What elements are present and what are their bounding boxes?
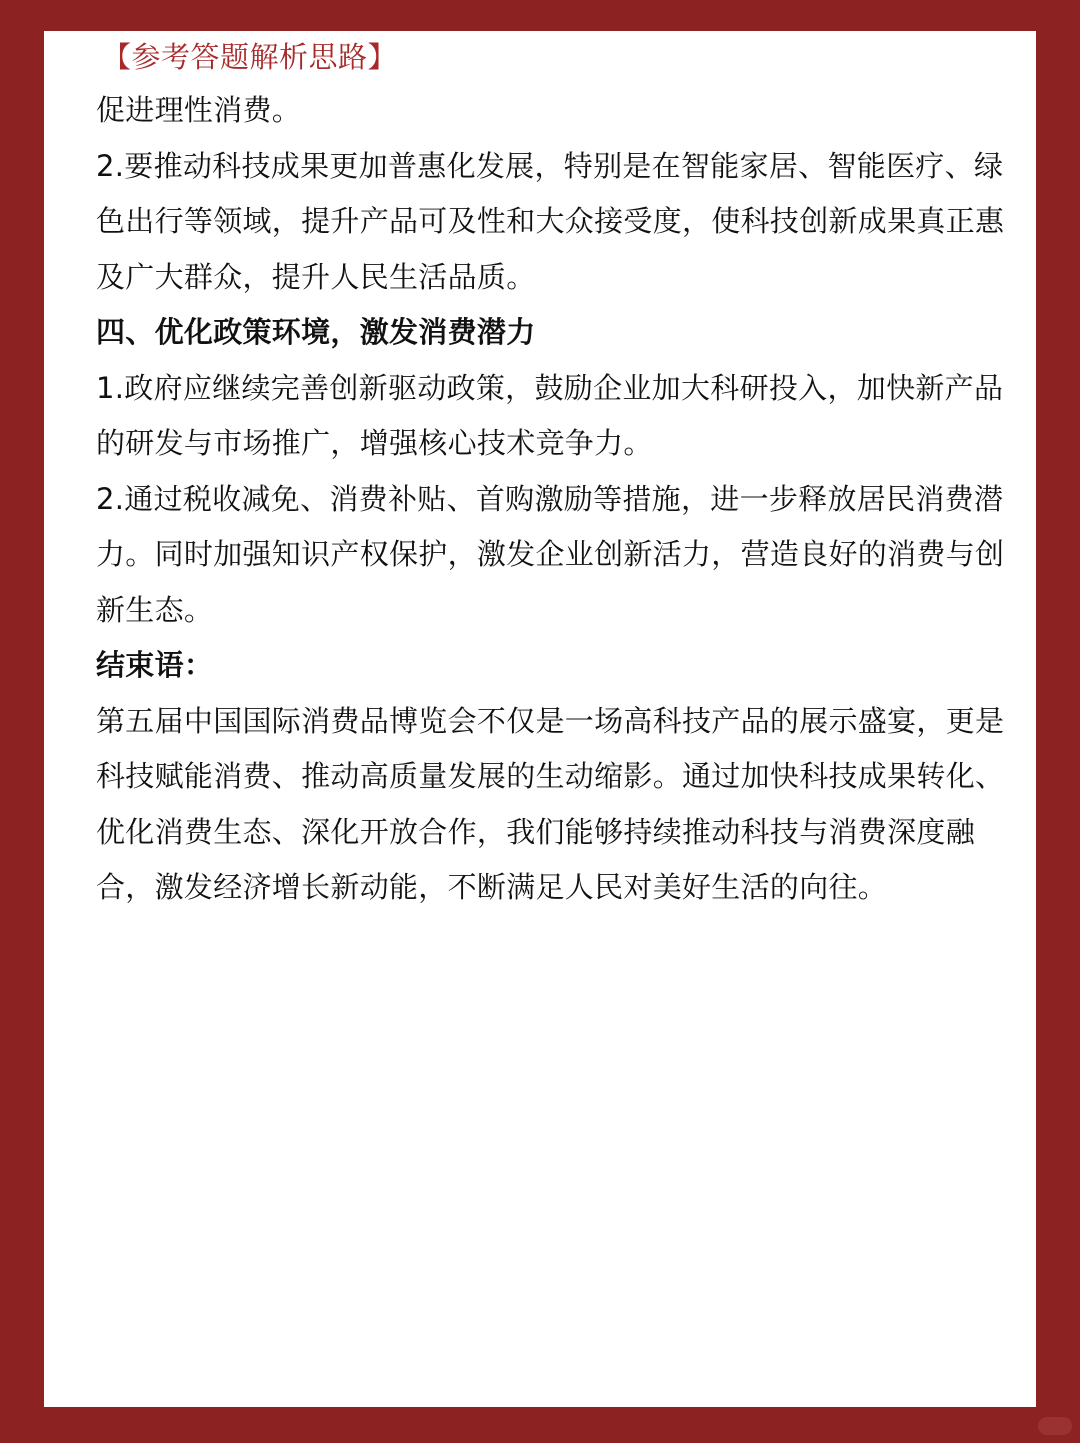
watermark-logo-icon xyxy=(1038,1417,1072,1435)
paragraph-conclusion: 第五届中国国际消费品博览会不仅是一场高科技产品的展示盛宴，更是科技赋能消费、推动高质量发展的生动缩影。通过加快科技成果转化、优化消费生态、深化开放合作，我们能够持续推动科技与消费深度融合，激发经济增长新动能，不断满足人民对美好生活的向往。 xyxy=(96,703,1005,904)
heading-conclusion: 结束语： xyxy=(96,648,214,682)
paper-sheet xyxy=(44,31,1036,1407)
section-header-label: 【参考答题解析思路】 xyxy=(102,40,398,74)
heading-policy-environment: 四、优化政策环境，激发消费潜力 xyxy=(96,315,536,349)
paragraph-tech-inclusive: 2.要推动科技成果更加普惠化发展，特别是在智能家居、智能医疗、绿色出行等领域，提升产品可及性和大众接受度，使科技创新成果真正惠及广大群众，提升人民生活品质。 xyxy=(96,148,1005,294)
paragraph-innovation-policy: 1.政府应继续完善创新驱动政策，鼓励企业加大科研投入，加快新产品的研发与市场推广，增强核心技术竞争力。 xyxy=(96,370,1004,460)
document-content xyxy=(96,31,1016,916)
paragraph-tax-incentives: 2.通过税收减免、消费补贴、首购激励等措施，进一步释放居民消费潜力。同时加强知识产权保护，激发企业创新活力，营造良好的消费与创新生态。 xyxy=(96,481,1005,627)
paragraph-consumption-note: 促进理性消费。 xyxy=(96,93,302,127)
